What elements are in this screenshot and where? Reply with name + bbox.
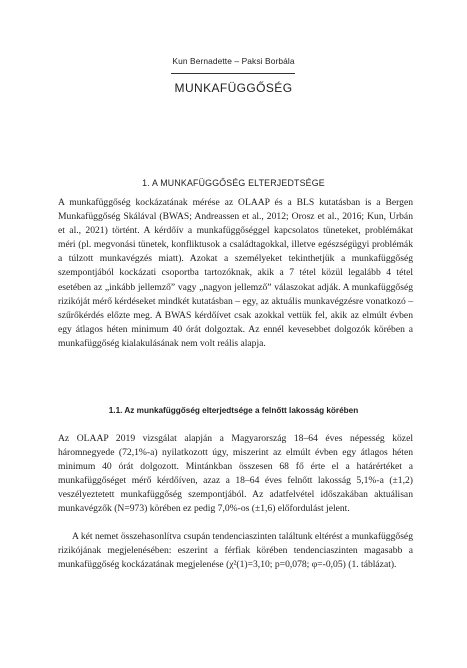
header-rule bbox=[171, 73, 295, 74]
subsection-paragraph-1: Az OLAAP 2019 vizsgálat alapján a Magyarország 18–64 éves népesség közel háromnegyede (72,1%-a) nyilatkozott úgy, miszerint az elmúlt évben egy átlagos héten minimum 40 órát dolgozott. Mintánkban összesen 68 fő érte el a határértéket a munkafüggőséget mérő kérdőíven, azaz a 18–64 éves felnőtt lakosság 5,1%-a (±1,2) veszélyeztetett munkafüggőség szempontjából. Az adatfelvétel időszakában aktuálisan munkavégzők (N=973) körében ez pedig 7,0%-os (±1,6) előfordulást jelent. bbox=[58, 433, 413, 515]
subsection-heading: 1.1. Az munkafüggőség elterjedtsége a felnőtt lakosság körében bbox=[108, 406, 359, 415]
section-heading: 1. A MUNKAFÜGGŐSÉG ELTERJEDTSÉGE bbox=[142, 178, 325, 188]
chapter-title: MUNKAFÜGGŐSÉG bbox=[174, 81, 293, 95]
subsection-paragraph-2: A két nemet összehasonlítva csupán tendenciaszinten találtunk eltérést a munkafüggőség rizikójának megjelenésében: eszerint a férfiak körében tendenciaszinten magasabb a munkafüggőség kockázatának megjelenése (χ²(1)=3,10; p=0,078; φ=-0,05) (1. táblázat). bbox=[58, 531, 413, 571]
running-header-authors: Kun Bernadette – Paksi Borbála bbox=[172, 56, 295, 66]
section-paragraph: A munkafüggőség kockázatának mérése az OLAAP és a BLS kutatásban is a Bergen Munkafüggőség Skálával (BWAS; Andreassen et al., 2012; Orosz et al., 2016; Kun, Urbán et al., 2021) történt. A kérdőív a munkafüggőséggel kapcsolatos tüneteket, problémákat méri (pl. megvonási tünetek, konfliktusok a családtagokkal, illetve egészségügyi problémák a túlzott munkavégzés miatt). Azokat a személyeket tekinthetjük a munkafüggőség szempontjából kockázati csoportba tartozóknak, akik a 7 tétel közül legalább 4 tétel esetében az „inkább jellemző” vagy „nagyon jellemző” válaszokat adják. A munkafüggőség rizikóját mérő kérdéseket mindkét kutatásban – egy, az aktuális munkavégzésre vonatkozó – szűrőkérdés előzte meg. A BWAS kérdőívet csak azokkal vettük fel, akik az elmúlt évben egy átlagos héten minimum 40 órát dolgoztak. Az ennél kevesebbet dolgozók körében a munkafüggőség kialakulásának nem volt reális alapja. bbox=[58, 197, 413, 349]
